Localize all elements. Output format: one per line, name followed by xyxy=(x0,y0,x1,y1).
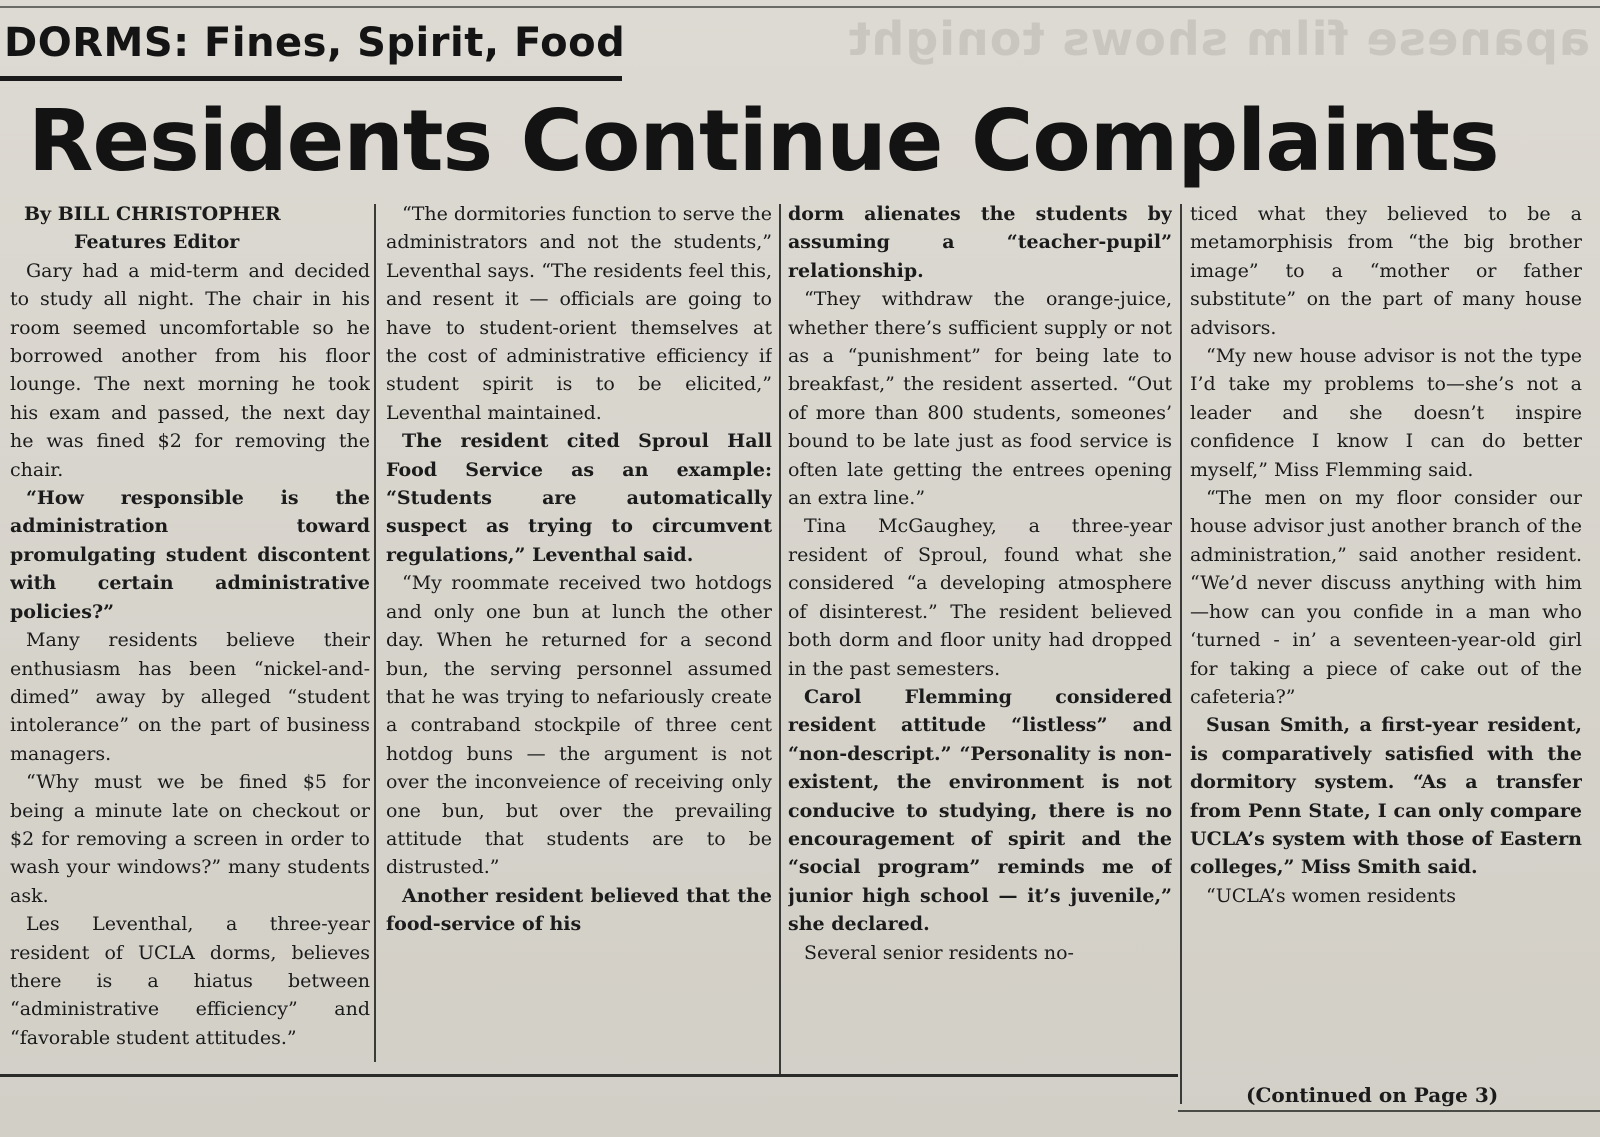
paragraph: “The men on my floor consider our house advisor just another branch of the administration,” said another resident. “We’d never discuss anything with him—how can you confide in a man who ‘turned - in’ a seventeen-year-old girl for taking a piece of cake out of the cafeteria?” xyxy=(1190,487,1582,708)
continued-notice: (Continued on Page 3) xyxy=(1246,1083,1499,1107)
bleed-through-headline: apanese film shows tonight xyxy=(847,12,1590,66)
bottom-rule-right xyxy=(1178,1110,1600,1112)
paragraph: Several senior residents no- xyxy=(804,941,1074,964)
paragraph: “They withdraw the orange-juice, whether there’s sufficient supply or not as a “punishment” for being late to breakfast,” the resident asserted. “Out of more than 800 students, someones’ bound to be late just as food service is often late getting the entrees opening an extra line.” xyxy=(788,288,1172,510)
paragraph: Many residents believe their enthusiasm has been “nickel-and-dimed” away by alleged “student intolerance” on the part of business managers. xyxy=(10,629,370,765)
headline: Residents Continue Complaints xyxy=(28,92,1499,191)
paragraph: Les Leventhal, a three-year resident of UCLA dorms, believes there is a hiatus between “administrative efficiency” and “favorable student attitudes.” xyxy=(10,913,370,1049)
kicker-rule xyxy=(0,76,622,81)
top-rule xyxy=(0,6,1600,8)
bold-paragraph: Carol Flemming considered resident attitude “listless” and “non-descript.” “Personality is non-existent, the environment is not conducive to studying, there is no encouragement of spirit and the “social program” reminds me of junior high school — it’s juvenile,” she declared. xyxy=(788,685,1172,936)
next-story-headline-cropped xyxy=(24,1106,924,1137)
bold-paragraph: Susan Smith, a first-year resident, is comparatively satisfied with the dormitory system. “As a transfer from Penn State, I can only compare UCLA’s system with those of Eastern colleges,” Miss Smith said. xyxy=(1190,714,1582,879)
bold-paragraph: Another resident believed that the food-service of his xyxy=(386,884,772,936)
paragraph: “My new house advisor is not the type I’d take my problems to—she’s not a leader and she doesn’t inspire confidence I know I can do better myself,” Miss Flemming said. xyxy=(1190,345,1582,481)
paragraph: “The dormitories function to serve the administrators and not the students,” Leventhal says. “The residents feel this, and resent it — officials are going to have to student-orient themselves at the cost of administrative efficiency if student spirit is to be elicited,” Leventhal maintained. xyxy=(386,203,772,424)
bold-paragraph: “How responsible is the administration toward promulgating student discontent with certain administrative policies?” xyxy=(10,487,370,623)
paragraph: Gary had a mid-term and decided to study all night. The chair in his room seemed uncomfortable so he borrowed another from his floor lounge. The next morning he took his exam and passed, the next day he was fined $2 for removing the chair. xyxy=(10,259,370,481)
article-column-2 xyxy=(386,200,772,1080)
bold-paragraph: dorm alienates the students by assuming a “teacher-pupil” relationship. xyxy=(788,203,1172,282)
bottom-rule xyxy=(0,1074,1178,1077)
byline: By BILL CHRISTOPHER xyxy=(24,203,281,225)
paragraph: “UCLA’s women residents xyxy=(1206,884,1457,907)
paragraph: “My roommate received two hotdogs and only one bun at lunch the other day. When he returned for a second bun, the serving personnel assumed that he was trying to nefariously create a contraband stockpile of three cent hotdog buns — the argument is not over the inconveience of receiving only one bun, but over the prevailing attitude that students are to be distrusted.” xyxy=(386,572,772,879)
byline-title: Features Editor xyxy=(74,231,240,254)
paragraph: “Why must we be fined $5 for being a minute late on checkout or $2 for removing a screen in order to wash your windows?” many students ask. xyxy=(10,771,370,907)
section-kicker: DORMS: Fines, Spirit, Food xyxy=(4,20,626,66)
article-column-3 xyxy=(788,200,1172,1080)
bold-paragraph: The resident cited Sproul Hall Food Service as an example: “Students are automatically suspect as trying to circumvent regulations,” Leventhal said. xyxy=(386,430,772,566)
article-column-4 xyxy=(1190,200,1582,1080)
column-rule xyxy=(374,204,376,1062)
column-rule xyxy=(779,204,781,1074)
article-column-1 xyxy=(10,200,370,1080)
paragraph: ticed what they believed to be a metamorphisis from “the big brother image” to a “mother or father substitute” on the part of many house advisors. xyxy=(1190,203,1582,339)
paragraph: Tina McGaughey, a three-year resident of Sproul, found what she considered “a developing atmosphere of disinterest.” The resident believed both dorm and floor unity had dropped in the past semesters. xyxy=(788,515,1172,680)
column-rule xyxy=(1180,204,1182,1104)
